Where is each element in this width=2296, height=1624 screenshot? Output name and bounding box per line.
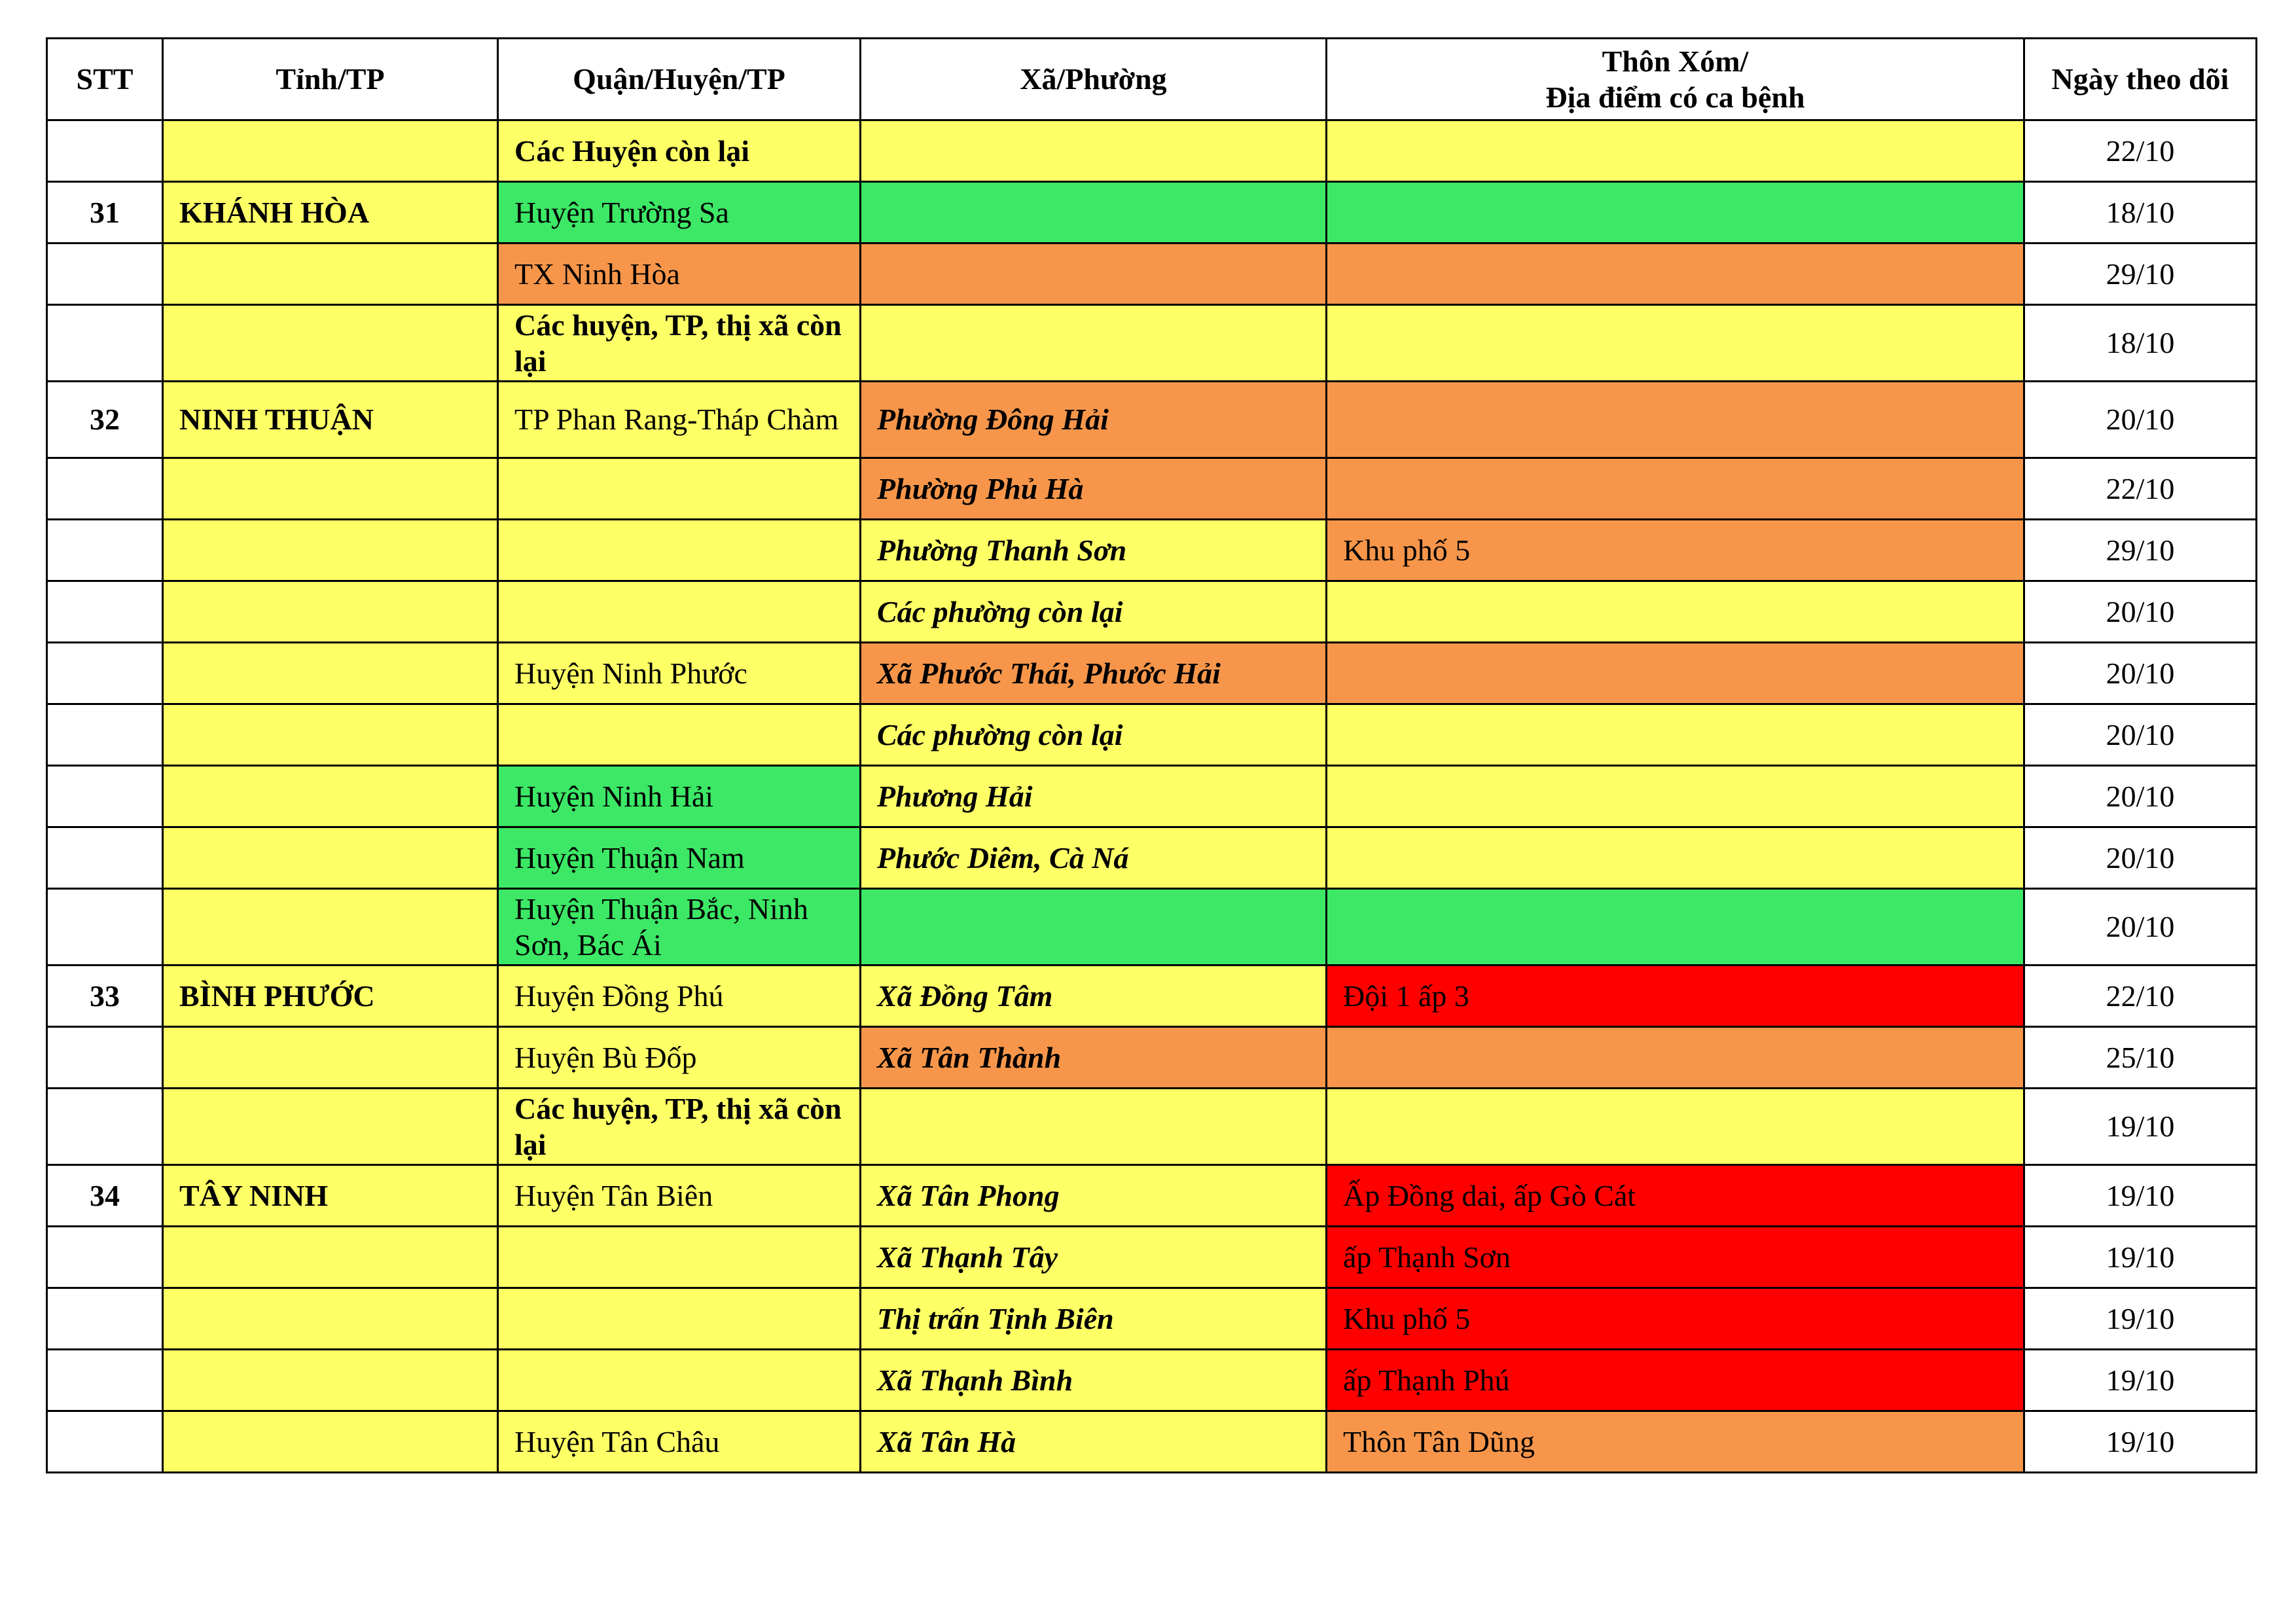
cell-district: Huyện Thuận Nam [498, 827, 861, 889]
cell-ward: Phước Diêm, Cà Ná [861, 827, 1327, 889]
table-row [47, 1350, 2257, 1411]
cell-location: Thôn Tân Dũng [1327, 1411, 2024, 1473]
header-location [1327, 39, 2024, 120]
table-row [47, 827, 2257, 889]
cell-stt [47, 458, 163, 520]
cell-date: 19/10 [2024, 1411, 2257, 1473]
cell-date: 20/10 [2024, 643, 2257, 704]
cell-date: 22/10 [2024, 458, 2257, 520]
cell-stt: 33 [47, 965, 163, 1027]
cell-district: Các huyện, TP, thị xã còn lại [498, 305, 861, 382]
cell-stt [47, 889, 163, 965]
cell-ward [861, 244, 1327, 305]
cell-stt [47, 520, 163, 581]
cell-ward: Thị trấn Tịnh Biên [861, 1288, 1327, 1350]
cell-district: Huyện Đồng Phú [498, 965, 861, 1027]
cell-date: 19/10 [2024, 1288, 2257, 1350]
table-row [47, 1165, 2257, 1227]
cell-province [163, 120, 498, 182]
cell-location [1327, 827, 2024, 889]
cell-location [1327, 1089, 2024, 1165]
cell-stt [47, 244, 163, 305]
table-row [47, 889, 2257, 965]
cell-date: 20/10 [2024, 827, 2257, 889]
cell-ward: Các phường còn lại [861, 704, 1327, 766]
cell-province [163, 1350, 498, 1411]
cell-location [1327, 458, 2024, 520]
cell-province: NINH THUẬN [163, 382, 498, 458]
cell-province: KHÁNH HÒA [163, 182, 498, 244]
cell-location [1327, 120, 2024, 182]
cell-province [163, 1288, 498, 1350]
cell-date: 19/10 [2024, 1089, 2257, 1165]
table-row [47, 766, 2257, 827]
cell-location: Khu phố 5 [1327, 1288, 2024, 1350]
cell-date: 19/10 [2024, 1165, 2257, 1227]
cell-ward: Xã Thạnh Bình [861, 1350, 1327, 1411]
cell-stt [47, 1350, 163, 1411]
cell-location: Ấp Đồng dai, ấp Gò Cát [1327, 1165, 2024, 1227]
cell-district: Huyện Thuận Bắc, Ninh Sơn, Bác Ái [498, 889, 861, 965]
cell-location [1327, 643, 2024, 704]
cell-province [163, 458, 498, 520]
cell-date: 25/10 [2024, 1027, 2257, 1089]
cell-district [498, 520, 861, 581]
cell-district [498, 1288, 861, 1350]
cell-stt [47, 1227, 163, 1288]
cell-ward: Xã Đồng Tâm [861, 965, 1327, 1027]
cell-date: 19/10 [2024, 1227, 2257, 1288]
cell-stt [47, 766, 163, 827]
cell-ward: Phường Phủ Hà [861, 458, 1327, 520]
cell-ward: Phường Đông Hải [861, 382, 1327, 458]
cell-district [498, 581, 861, 643]
cell-province [163, 704, 498, 766]
cell-stt [47, 1089, 163, 1165]
cell-province [163, 1089, 498, 1165]
cell-ward: Phường Thanh Sơn [861, 520, 1327, 581]
cell-ward: Phương Hải [861, 766, 1327, 827]
cell-date: 20/10 [2024, 704, 2257, 766]
cell-date: 22/10 [2024, 965, 2257, 1027]
cell-province [163, 244, 498, 305]
cell-stt [47, 305, 163, 382]
table-row [47, 1089, 2257, 1165]
cell-province [163, 827, 498, 889]
cell-location [1327, 1027, 2024, 1089]
header-stt: STT [47, 39, 163, 120]
cell-location [1327, 182, 2024, 244]
cell-date: 19/10 [2024, 1350, 2257, 1411]
cell-district: Huyện Ninh Hải [498, 766, 861, 827]
cell-province [163, 1411, 498, 1473]
cell-stt: 34 [47, 1165, 163, 1227]
cell-location [1327, 889, 2024, 965]
cell-province [163, 581, 498, 643]
table-row [47, 244, 2257, 305]
table-row [47, 305, 2257, 382]
cell-province [163, 305, 498, 382]
cell-date: 29/10 [2024, 520, 2257, 581]
cell-district: Huyện Trường Sa [498, 182, 861, 244]
cell-date: 20/10 [2024, 581, 2257, 643]
table-row [47, 182, 2257, 244]
cell-stt [47, 827, 163, 889]
cell-province: BÌNH PHƯỚC [163, 965, 498, 1027]
cell-ward [861, 120, 1327, 182]
cell-province: TÂY NINH [163, 1165, 498, 1227]
cell-ward: Xã Tân Phong [861, 1165, 1327, 1227]
cell-stt: 31 [47, 182, 163, 244]
cell-ward: Các phường còn lại [861, 581, 1327, 643]
cell-location [1327, 305, 2024, 382]
cell-district: TP Phan Rang-Tháp Chàm [498, 382, 861, 458]
cell-district: TX Ninh Hòa [498, 244, 861, 305]
cell-date: 20/10 [2024, 766, 2257, 827]
cell-district [498, 1227, 861, 1288]
cell-district: Huyện Tân Châu [498, 1411, 861, 1473]
header-district: Quận/Huyện/TP [498, 39, 861, 120]
cell-district: Huyện Bù Đốp [498, 1027, 861, 1089]
cell-location [1327, 244, 2024, 305]
cell-province [163, 1027, 498, 1089]
cell-district: Các Huyện còn lại [498, 120, 861, 182]
cell-location [1327, 382, 2024, 458]
cell-ward [861, 1089, 1327, 1165]
cell-province [163, 520, 498, 581]
cell-stt [47, 1411, 163, 1473]
cell-ward [861, 889, 1327, 965]
cell-ward: Xã Thạnh Tây [861, 1227, 1327, 1288]
cell-date: 20/10 [2024, 889, 2257, 965]
cell-date: 18/10 [2024, 305, 2257, 382]
cell-stt [47, 704, 163, 766]
cell-ward: Xã Phước Thái, Phước Hải [861, 643, 1327, 704]
table-row [47, 1288, 2257, 1350]
cell-district: Huyện Tân Biên [498, 1165, 861, 1227]
cell-stt [47, 643, 163, 704]
header-ward: Xã/Phường [861, 39, 1327, 120]
cell-stt [47, 1027, 163, 1089]
table-row [47, 520, 2257, 581]
table-row [47, 120, 2257, 182]
cell-district: Các huyện, TP, thị xã còn lại [498, 1089, 861, 1165]
cell-district [498, 704, 861, 766]
header-date: Ngày theo dõi [2024, 39, 2257, 120]
cell-stt [47, 1288, 163, 1350]
cell-province [163, 889, 498, 965]
cell-location: Khu phố 5 [1327, 520, 2024, 581]
cell-province [163, 766, 498, 827]
cell-province [163, 1227, 498, 1288]
cell-date: 18/10 [2024, 182, 2257, 244]
cell-stt [47, 120, 163, 182]
table-row [47, 704, 2257, 766]
cell-ward [861, 182, 1327, 244]
cell-location [1327, 766, 2024, 827]
table-row [47, 643, 2257, 704]
cell-stt [47, 581, 163, 643]
cell-location: Đội 1 ấp 3 [1327, 965, 2024, 1027]
table-row [47, 1027, 2257, 1089]
cell-ward [861, 305, 1327, 382]
header-location-line2: Địa điểm có ca bệnh [1545, 81, 1805, 114]
cell-location: ấp Thạnh Sơn [1327, 1227, 2024, 1288]
cell-location: ấp Thạnh Phú [1327, 1350, 2024, 1411]
table-row [47, 1227, 2257, 1288]
cell-district [498, 458, 861, 520]
cell-district [498, 1350, 861, 1411]
table-row [47, 382, 2257, 458]
covid-zone-table-sheet [46, 37, 2257, 1473]
table-row [47, 581, 2257, 643]
cell-date: 22/10 [2024, 120, 2257, 182]
cell-ward: Xã Tân Thành [861, 1027, 1327, 1089]
table-row [47, 458, 2257, 520]
header-province: Tỉnh/TP [163, 39, 498, 120]
cell-district: Huyện Ninh Phước [498, 643, 861, 704]
cell-location [1327, 581, 2024, 643]
header-location-line1: Thôn Xóm/ [1602, 44, 1749, 78]
table-row [47, 965, 2257, 1027]
cell-date: 20/10 [2024, 382, 2257, 458]
cell-ward: Xã Tân Hà [861, 1411, 1327, 1473]
cell-date: 29/10 [2024, 244, 2257, 305]
cell-location [1327, 704, 2024, 766]
cell-province [163, 643, 498, 704]
zone-table [46, 37, 2257, 1473]
table-row [47, 1411, 2257, 1473]
cell-stt: 32 [47, 382, 163, 458]
header-row [47, 39, 2257, 120]
table-body [47, 120, 2257, 1473]
